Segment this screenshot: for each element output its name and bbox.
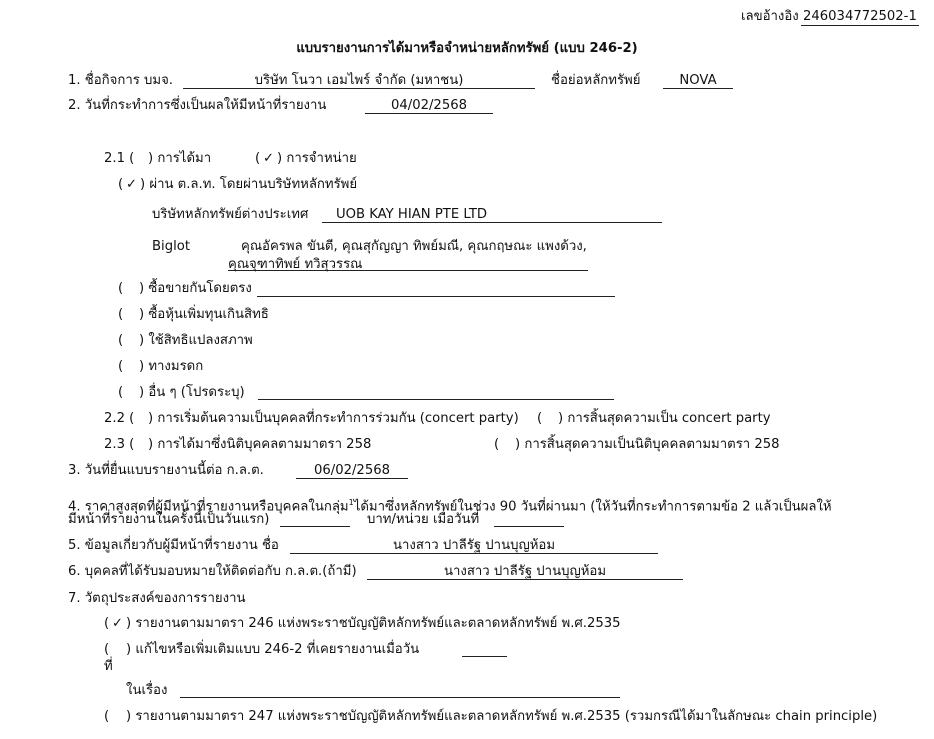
juristic-258-end: ) การสิ้นสุดความเป็นนิติบุคคลตามมาตรา 258 xyxy=(515,437,780,452)
option-excess-rights: ) ซื้อหุ้นเพิ่มทุนเกินสิทธิ xyxy=(139,307,269,322)
biglot-names-2: คุณจุฑาทิพย์ ทวิสุวรรณ xyxy=(228,257,363,272)
juristic-258-end-paren: ( xyxy=(494,437,500,452)
via-paren: ( xyxy=(118,177,124,192)
option-other: ) อื่น ๆ (โปรดระบุ) xyxy=(139,385,245,400)
ref-number: 246034772502-1 xyxy=(803,9,917,24)
juristic-258-acquire: ) การได้มาซึ่งนิติบุคคลตามมาตรา 258 xyxy=(148,437,372,452)
contact-name: นางสาว ปาลีรัฐ ปานบุญห้อม xyxy=(443,564,607,579)
amend-subject-label: ในเรื่อง xyxy=(126,683,168,698)
form-title: แบบรายงานการได้มาหรือจำหน่ายหลักทรัพย์ (แบบ 246-2) xyxy=(296,41,638,56)
biglot-names-1: คุณอัครพล ขันตี, คุณสุกัญญา ทิพย์มณี, คุณกฤษณะ แพงด้วง, xyxy=(241,239,587,254)
purpose-amend: ) แก้ไขหรือเพิ่มเติมแบบ 246-2 ที่เคยรายงานเมื่อวัน xyxy=(126,642,420,657)
broker-label: บริษัทหลักทรัพย์ต่างประเทศ xyxy=(152,207,309,222)
option-paren: ( xyxy=(118,333,124,348)
concert-party-end-paren: ( xyxy=(537,411,543,426)
transaction-date-label: 2. วันที่กระทำการซึ่งเป็นผลให้มีหน้าที่รายงาน xyxy=(68,98,327,113)
reporter-name: นางสาว ปาลีรัฐ ปานบุญห้อม xyxy=(392,538,556,553)
option-conversion: ) ใช้สิทธิแปลงสภาพ xyxy=(139,333,253,348)
acquisition-option: ) การได้มา xyxy=(148,151,212,166)
amend-date-underline xyxy=(462,656,507,657)
filing-date: 06/02/2568 xyxy=(313,463,390,478)
concert-party-end: ) การสิ้นสุดความเป็น concert party xyxy=(558,411,771,426)
purpose-246-check-icon: ✓ xyxy=(112,616,124,631)
contact-label: 6. บุคคลที่ได้รับมอบหมายให้ติดต่อกับ ก.ล.ต.(ถ้ามี) xyxy=(68,564,357,579)
ref-label: เลขอ้างอิง xyxy=(741,9,799,24)
option-paren: ( xyxy=(118,281,124,296)
filing-date-underline xyxy=(296,478,408,479)
via-check-icon: ✓ xyxy=(126,177,138,192)
price-underline xyxy=(280,526,350,527)
option-paren: ( xyxy=(118,307,124,322)
symbol-underline xyxy=(663,88,733,89)
highest-price-text: 4. ราคาสูงสุดที่ผู้มีหน้าที่รายงานหรือบุคคลในกลุ่ม$^1$ได้มาซึ่งหลักทรัพย์ในช่วง 90 วันที่ผ่านมา (ให้วันที่กระทำการตามข้อ 2 แล้วเป็นผลให้ xyxy=(68,498,832,515)
symbol-label: ชื่อย่อหลักทรัพย์ xyxy=(551,73,641,88)
highest-price-text-2: มีหน้าที่รายงานในครั้งนี้เป็นวันแรก) xyxy=(68,512,270,527)
biglot-underline xyxy=(228,270,588,271)
concert-party-start: ) การเริ่มต้นความเป็นบุคคลที่กระทำการร่วมกัน (concert party) xyxy=(148,411,519,426)
option-paren: ( xyxy=(118,359,124,374)
s23-num: 2.3 ( xyxy=(104,437,135,452)
transaction-date-underline xyxy=(365,113,493,114)
transaction-date: 04/02/2568 xyxy=(390,98,467,113)
purpose-amend-paren: ( xyxy=(104,642,110,657)
s22-num: 2.2 ( xyxy=(104,411,135,426)
reporter-label: 5. ข้อมูลเกี่ยวกับผู้มีหน้าที่รายงาน ชื่อ xyxy=(68,538,279,553)
option-direct-trade: ) ซื้อขายกันโดยตรง xyxy=(139,281,252,296)
symbol-value: NOVA xyxy=(679,73,717,88)
purpose-246-paren: ( xyxy=(104,616,110,631)
company-underline xyxy=(183,88,535,89)
price-unit-label: บาท/หน่วย เมื่อวันที่ xyxy=(367,512,480,527)
purpose-amend-cont: ที่ xyxy=(104,659,113,674)
contact-underline xyxy=(367,579,683,580)
price-date-underline xyxy=(494,526,564,527)
broker-underline xyxy=(322,222,662,223)
company-label: 1. ชื่อกิจการ บมจ. xyxy=(68,73,174,88)
ref-underline xyxy=(801,25,919,26)
option-direct-trade-underline xyxy=(257,296,615,297)
purpose-246: ) รายงานตามมาตรา 246 แห่งพระราชบัญญัติหลักทรัพย์และตลาดหลักทรัพย์ พ.ศ.2535 xyxy=(126,616,621,631)
biglot-label: Biglot xyxy=(152,239,190,254)
disposal-paren: ( xyxy=(255,151,261,166)
broker-name: UOB KAY HIAN PTE LTD xyxy=(336,207,488,222)
purpose-label: 7. วัตถุประสงค์ของการรายงาน xyxy=(68,591,246,606)
s21-num: 2.1 ( xyxy=(104,151,135,166)
amend-subject-underline xyxy=(180,697,620,698)
via-set-option: ) ผ่าน ต.ล.ท. โดยผ่านบริษัทหลักทรัพย์ xyxy=(140,177,358,192)
disposal-option: ) การจำหน่าย xyxy=(277,151,357,166)
purpose-247: ) รายงานตามมาตรา 247 แห่งพระราชบัญญัติหลักทรัพย์และตลาดหลักทรัพย์ พ.ศ.2535 (รวมกรณีได้มาในลักษณะ chain principle) xyxy=(126,709,878,724)
option-inheritance: ) ทางมรดก xyxy=(139,359,204,374)
option-paren: ( xyxy=(118,385,124,400)
purpose-247-paren: ( xyxy=(104,709,110,724)
company-name: บริษัท โนวา เอมไพร์ จำกัด (มหาชน) xyxy=(254,73,464,88)
option-other-underline xyxy=(258,399,614,400)
disposal-check-icon: ✓ xyxy=(263,151,275,166)
filing-date-label: 3. วันที่ยื่นแบบรายงานนี้ต่อ ก.ล.ต. xyxy=(68,463,264,478)
reporter-underline xyxy=(290,553,658,554)
